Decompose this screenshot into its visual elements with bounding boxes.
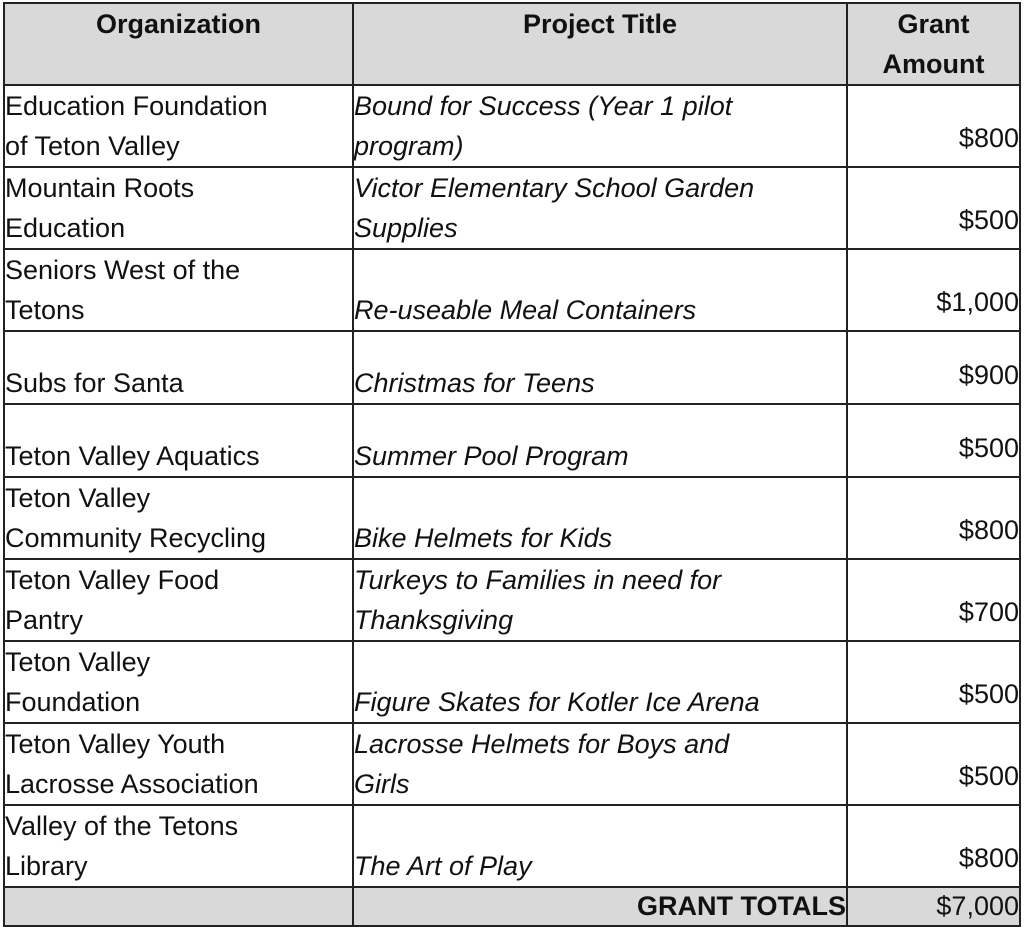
table-row xyxy=(4,723,1020,805)
grant-amount-cell: $700 xyxy=(847,559,1020,641)
project-title-cell: Figure Skates for Kotler Ice Arena xyxy=(353,641,847,723)
organization-cell: Subs for Santa xyxy=(4,331,353,404)
organization-cell: Mountain Roots Education xyxy=(4,167,353,249)
project-title-cell: Bound for Success (Year 1 pilot program) xyxy=(353,85,847,167)
header-grant-amount: Grant Amount xyxy=(847,3,1020,85)
organization-cell: Valley of the Tetons Library xyxy=(4,805,353,887)
totals-empty-cell xyxy=(4,887,353,926)
organization-cell: Teton Valley Community Recycling xyxy=(4,477,353,559)
grant-amount-cell: $500 xyxy=(847,167,1020,249)
grant-totals-amount: $7,000 xyxy=(847,887,1020,926)
table-row xyxy=(4,559,1020,641)
grant-totals-label: GRANT TOTALS xyxy=(353,887,847,926)
grant-amount-cell: $900 xyxy=(847,331,1020,404)
organization-cell: Teton Valley Youth Lacrosse Association xyxy=(4,723,353,805)
organization-cell: Teton Valley Food Pantry xyxy=(4,559,353,641)
project-title-cell: Summer Pool Program xyxy=(353,404,847,477)
grants-table xyxy=(3,2,1021,927)
organization-cell: Teton Valley Aquatics xyxy=(4,404,353,477)
totals-row xyxy=(4,887,1020,926)
project-title-cell: Re-useable Meal Containers xyxy=(353,249,847,331)
organization-cell: Education Foundation of Teton Valley xyxy=(4,85,353,167)
organization-cell: Teton Valley Foundation xyxy=(4,641,353,723)
table-row xyxy=(4,641,1020,723)
header-row xyxy=(4,3,1020,85)
project-title-cell: Christmas for Teens xyxy=(353,331,847,404)
grant-amount-cell: $1,000 xyxy=(847,249,1020,331)
grant-amount-cell: $800 xyxy=(847,477,1020,559)
table-row xyxy=(4,477,1020,559)
grant-amount-cell: $500 xyxy=(847,723,1020,805)
grant-amount-cell: $500 xyxy=(847,404,1020,477)
header-project-title: Project Title xyxy=(353,3,847,85)
header-organization: Organization xyxy=(4,3,353,85)
grant-amount-cell: $800 xyxy=(847,85,1020,167)
table-row xyxy=(4,167,1020,249)
grant-amount-cell: $500 xyxy=(847,641,1020,723)
project-title-cell: Victor Elementary School Garden Supplies xyxy=(353,167,847,249)
project-title-cell: Lacrosse Helmets for Boys and Girls xyxy=(353,723,847,805)
project-title-cell: Bike Helmets for Kids xyxy=(353,477,847,559)
grant-amount-cell: $800 xyxy=(847,805,1020,887)
organization-cell: Seniors West of the Tetons xyxy=(4,249,353,331)
table-row xyxy=(4,805,1020,887)
project-title-cell: The Art of Play xyxy=(353,805,847,887)
project-title-cell: Turkeys to Families in need for Thanksgiving xyxy=(353,559,847,641)
table-row xyxy=(4,85,1020,167)
table-row xyxy=(4,249,1020,331)
table-row xyxy=(4,404,1020,477)
table-row xyxy=(4,331,1020,404)
